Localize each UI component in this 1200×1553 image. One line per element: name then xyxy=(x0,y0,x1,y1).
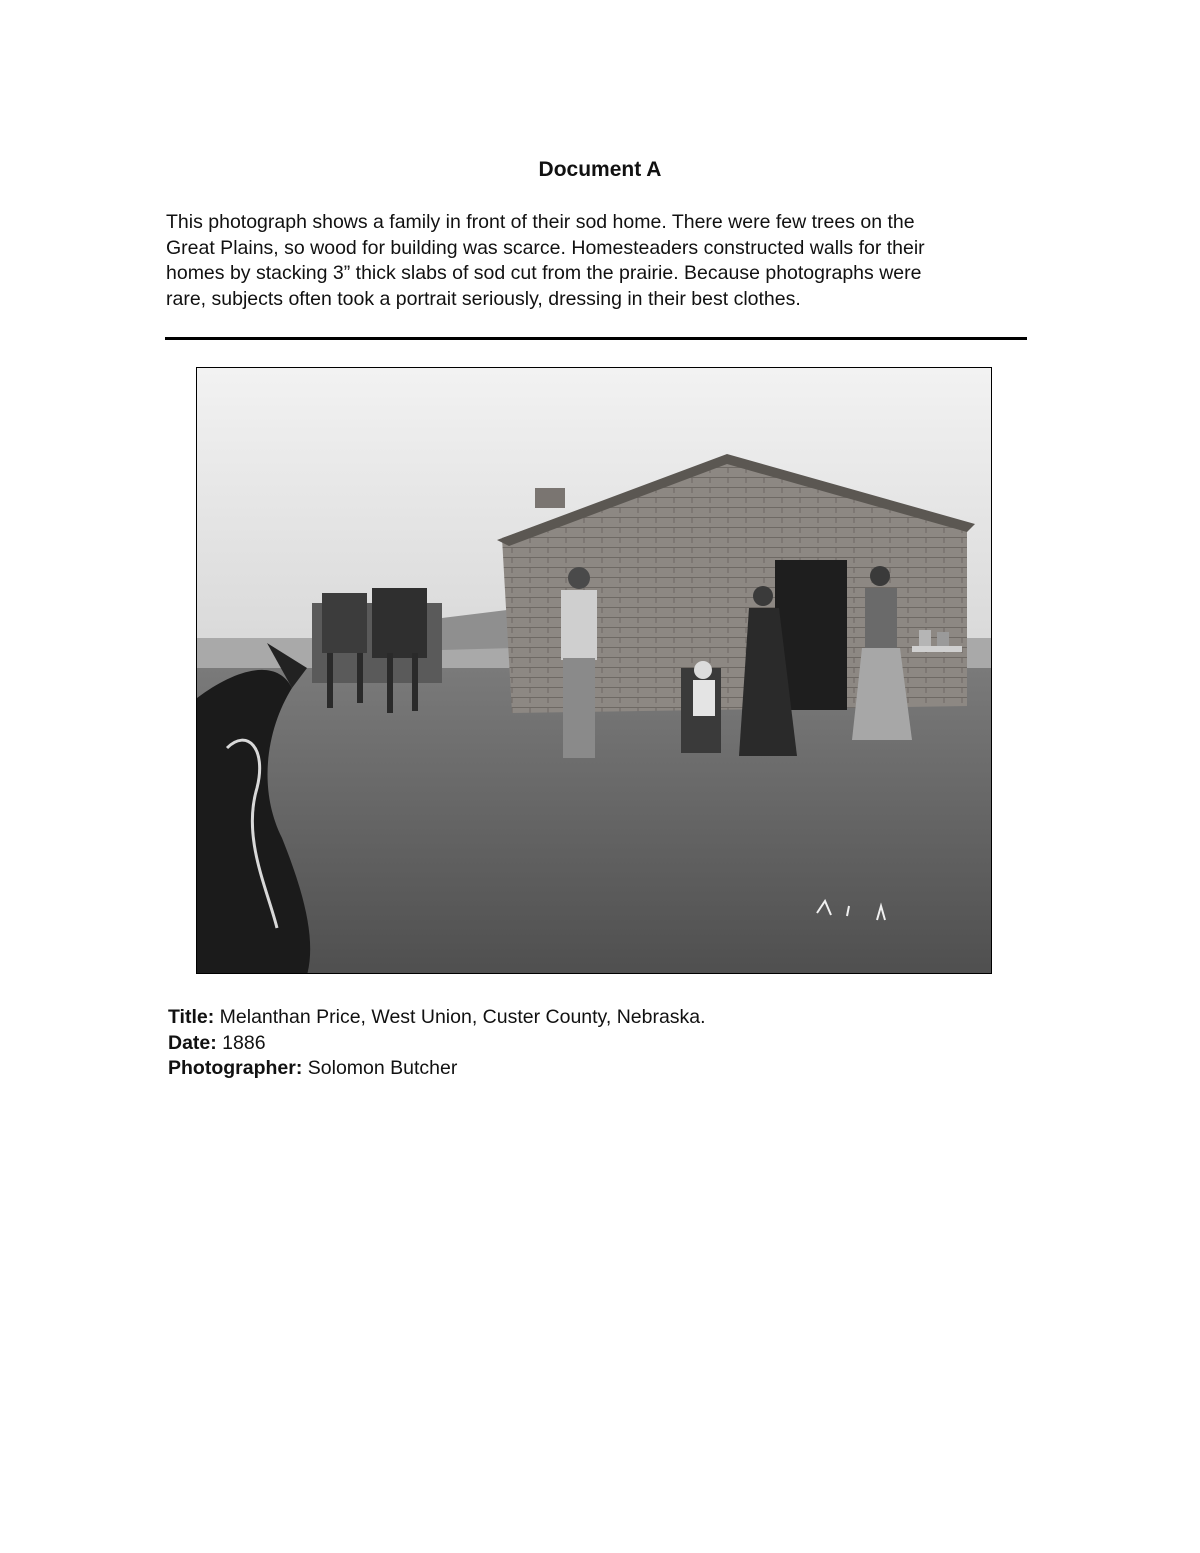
photographer-value: Solomon Butcher xyxy=(302,1057,458,1079)
sod-house-photograph xyxy=(196,367,992,974)
photographer-label: Photographer: xyxy=(168,1057,303,1079)
title-value: Melanthan Price, West Union, Custer County, Nebraska. xyxy=(214,1006,706,1028)
title-label: Title: xyxy=(168,1006,215,1028)
caption-photographer-row xyxy=(168,1056,706,1082)
photo-caption xyxy=(168,1005,706,1082)
caption-title-row xyxy=(168,1005,706,1031)
date-label: Date: xyxy=(168,1031,217,1054)
document-heading: Document A xyxy=(538,158,662,181)
section-divider xyxy=(165,337,1027,340)
intro-line: homes by stacking 3” thick slabs of sod cut from the prairie. Because photographs were xyxy=(166,262,922,284)
intro-line: rare, subjects often took a portrait seriously, dressing in their best clothes. xyxy=(166,287,801,310)
intro-line: Great Plains, so wood for building was scarce. Homesteaders constructed walls for their xyxy=(166,236,925,259)
caption-date-row xyxy=(168,1031,706,1057)
intro-line: This photograph shows a family in front of their sod home. There were few trees on the xyxy=(166,211,915,233)
date-value: 1886 xyxy=(216,1031,266,1054)
intro-paragraph xyxy=(166,210,1038,312)
